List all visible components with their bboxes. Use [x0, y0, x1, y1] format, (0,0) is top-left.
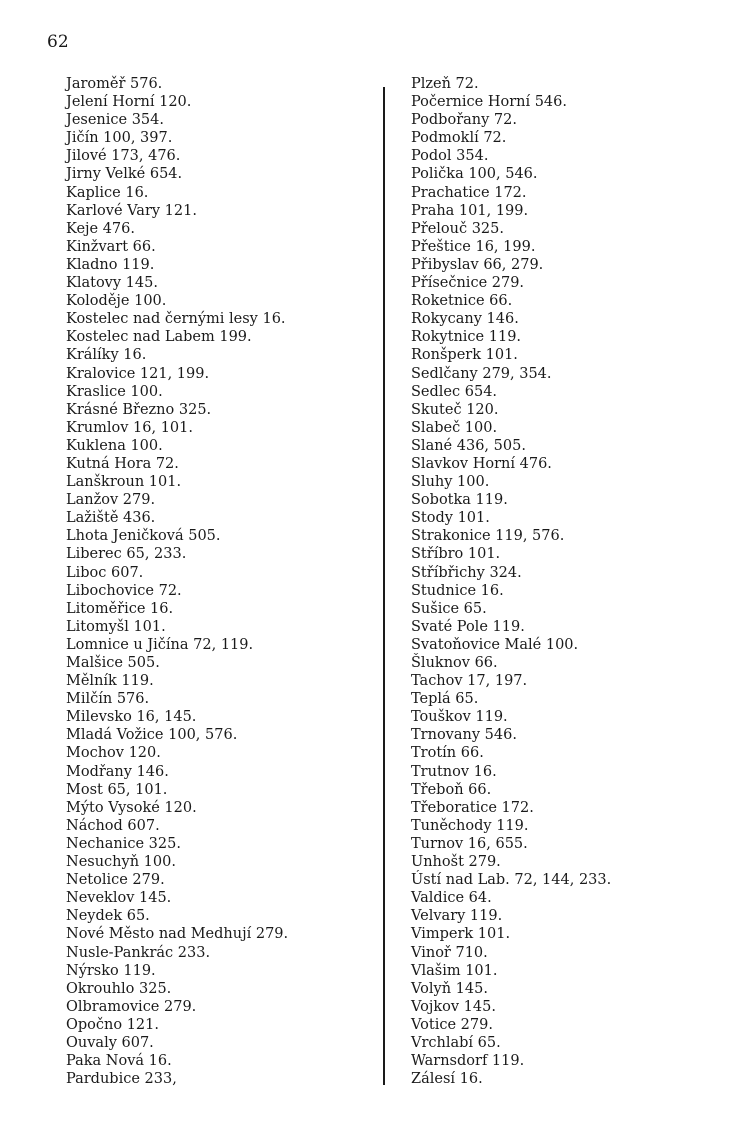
index-entry: Ouvaly 607. — [66, 1034, 154, 1051]
index-entry: Počernice Horní 546. — [411, 94, 567, 111]
index-entry: Litomyšl 101. — [66, 618, 166, 635]
index-entry: Slané 436, 505. — [411, 437, 526, 454]
index-entry: Nýrsko 119. — [66, 962, 156, 979]
index-entry: Stody 101. — [411, 510, 490, 527]
index-entry: Roketnice 66. — [411, 293, 513, 310]
index-entry: Přelouč 325. — [411, 220, 504, 237]
index-entry: Neveklov 145. — [66, 890, 172, 907]
index-entry: Slavkov Horní 476. — [411, 455, 552, 472]
index-entry: Kaplice 16. — [66, 184, 149, 201]
index-entry: Stříbro 101. — [411, 546, 501, 563]
index-entry: Jirny Velké 654. — [66, 166, 183, 183]
index-entry: Náchod 607. — [66, 817, 160, 834]
index-entry: Lažiště 436. — [66, 510, 156, 527]
index-entry: Neydek 65. — [66, 908, 150, 925]
index-entry: Jelení Horní 120. — [66, 94, 192, 111]
index-entry: Zálesí 16. — [411, 1071, 483, 1088]
index-entry: Studnice 16. — [411, 582, 504, 599]
index-entry: Mělník 119. — [66, 673, 154, 690]
index-column-right — [411, 75, 731, 1088]
index-entry: Šluknov 66. — [411, 655, 498, 671]
index-entry: Jičín 100, 397. — [66, 130, 173, 147]
index-entry: Podmoklí 72. — [411, 130, 507, 147]
index-entry: Vimperk 101. — [411, 926, 511, 943]
index-entry: Sobotka 119. — [411, 492, 508, 509]
index-entry: Jilové 173, 476. — [66, 148, 181, 165]
index-entry: Valdice 64. — [411, 890, 492, 907]
index-entry: Třeboň 66. — [411, 781, 492, 798]
index-entry: Polička 100, 546. — [411, 166, 538, 183]
index-entry: Rokytnice 119. — [411, 329, 522, 346]
index-entry: Skuteč 120. — [411, 401, 499, 418]
index-entry: Volyň 145. — [411, 980, 488, 997]
index-entry: Lhota Jeničková 505. — [66, 528, 221, 545]
index-entry: Kralovice 121, 199. — [66, 365, 210, 382]
index-entry: Vojkov 145. — [411, 998, 496, 1015]
index-entry: Králíky 16. — [66, 347, 147, 364]
index-entry: Přísečnice 279. — [411, 275, 525, 292]
index-entry: Nusle-Pankrác 233. — [66, 944, 211, 961]
index-entry: Sedlec 654. — [411, 383, 498, 400]
index-entry: Strakonice 119, 576. — [411, 528, 565, 545]
index-entry: Praha 101, 199. — [411, 202, 529, 219]
index-entry: Warnsdorf 119. — [411, 1053, 525, 1070]
index-entry: Kostelec nad černými lesy 16. — [66, 311, 286, 328]
index-entry: Nechanice 325. — [66, 835, 181, 852]
index-entry: Teplá 65. — [411, 691, 479, 708]
index-entry: Turnov 16, 655. — [411, 835, 528, 852]
index-entry: Kinžvart 66. — [66, 238, 156, 255]
index-entry: Keje 476. — [66, 220, 135, 237]
index-entry: Krásné Březno 325. — [66, 401, 212, 418]
index-entry: Kraslice 100. — [66, 383, 163, 400]
index-entry: Lomnice u Jičína 72, 119. — [66, 636, 254, 653]
index-entry: Liboc 607. — [66, 564, 144, 581]
index-entry: Milevsko 16, 145. — [66, 709, 197, 726]
index-entry: Jesenice 354. — [66, 112, 164, 129]
index-entry: Tuněchody 119. — [411, 817, 529, 834]
index-entry: Trotín 66. — [411, 745, 484, 762]
index-entry: Nové Město nad Medhují 279. — [66, 926, 289, 943]
index-entry: Sušice 65. — [411, 600, 487, 617]
index-entry: Mladá Vožice 100, 576. — [66, 727, 238, 744]
index-entry: Malšice 505. — [66, 655, 160, 671]
index-entry: Sedlčany 279, 354. — [411, 365, 552, 382]
index-entry: Mochov 120. — [66, 745, 161, 762]
index-entry: Plzeň 72. — [411, 76, 479, 92]
index-entry: Jaroměř 576. — [66, 76, 163, 92]
page-number: 62 — [47, 32, 69, 52]
index-entry: Pardubice 233, — [66, 1071, 177, 1088]
index-entry: Vrchlabí 65. — [411, 1034, 501, 1051]
index-entry: Svaté Pole 119. — [411, 618, 525, 635]
index-entry: Klatovy 145. — [66, 275, 158, 292]
index-entry: Most 65, 101. — [66, 781, 168, 798]
index-entry: Kladno 119. — [66, 256, 155, 273]
index-entry: Libochovice 72. — [66, 582, 182, 599]
index-entry: Liberec 65, 233. — [66, 546, 187, 563]
index-entry: Velvary 119. — [411, 908, 503, 925]
index-entry: Unhošt 279. — [411, 854, 501, 871]
index-entry: Nesuchyň 100. — [66, 854, 176, 871]
index-entry: Podbořany 72. — [411, 112, 517, 129]
index-entry: Rokycany 146. — [411, 311, 519, 328]
index-entry: Trutnov 16. — [411, 763, 497, 780]
index-entry: Koloděje 100. — [66, 293, 167, 310]
index-entry: Podol 354. — [411, 148, 489, 165]
index-entry: Touškov 119. — [411, 709, 508, 726]
index-entry: Stříbřichy 324. — [411, 564, 522, 581]
index-entry: Sluhy 100. — [411, 474, 490, 491]
index-entry: Olbramovice 279. — [66, 998, 197, 1015]
index-entry: Milčín 576. — [66, 691, 150, 708]
index-column-left — [66, 75, 371, 1088]
index-entry: Přibyslav 66, 279. — [411, 256, 544, 273]
index-entry: Okrouhlo 325. — [66, 980, 172, 997]
index-entry: Netolice 279. — [66, 872, 165, 889]
index-entry: Lanškroun 101. — [66, 474, 182, 491]
index-entry: Kostelec nad Labem 199. — [66, 329, 252, 346]
index-entry: Prachatice 172. — [411, 184, 527, 201]
index-entry: Přeštice 16, 199. — [411, 238, 536, 255]
index-entry: Lanžov 279. — [66, 492, 156, 509]
index-entry: Opočno 121. — [66, 1016, 159, 1033]
index-entry: Krumlov 16, 101. — [66, 419, 193, 436]
index-entry: Vinoř 710. — [411, 944, 488, 961]
index-entry: Kuklena 100. — [66, 437, 163, 454]
index-entry: Karlové Vary 121. — [66, 202, 197, 219]
index-entry: Votice 279. — [411, 1016, 493, 1033]
index-entry: Trnovany 546. — [411, 727, 517, 744]
index-entry: Svatoňovice Malé 100. — [411, 636, 579, 653]
index-entry: Modřany 146. — [66, 763, 169, 780]
index-entry: Třeboratice 172. — [411, 799, 534, 816]
index-entry: Slabeč 100. — [411, 419, 498, 436]
index-entry: Tachov 17, 197. — [411, 673, 528, 690]
index-entry: Mýto Vysoké 120. — [66, 799, 197, 816]
index-entry: Kutná Hora 72. — [66, 455, 179, 472]
index-entry: Paka Nová 16. — [66, 1053, 172, 1070]
index-entry: Vlašim 101. — [411, 962, 498, 979]
index-entry: Ronšperk 101. — [411, 347, 518, 364]
index-entry: Litoměřice 16. — [66, 600, 174, 617]
column-divider — [383, 87, 385, 1085]
index-entry: Ústí nad Lab. 72, 144, 233. — [411, 872, 612, 889]
